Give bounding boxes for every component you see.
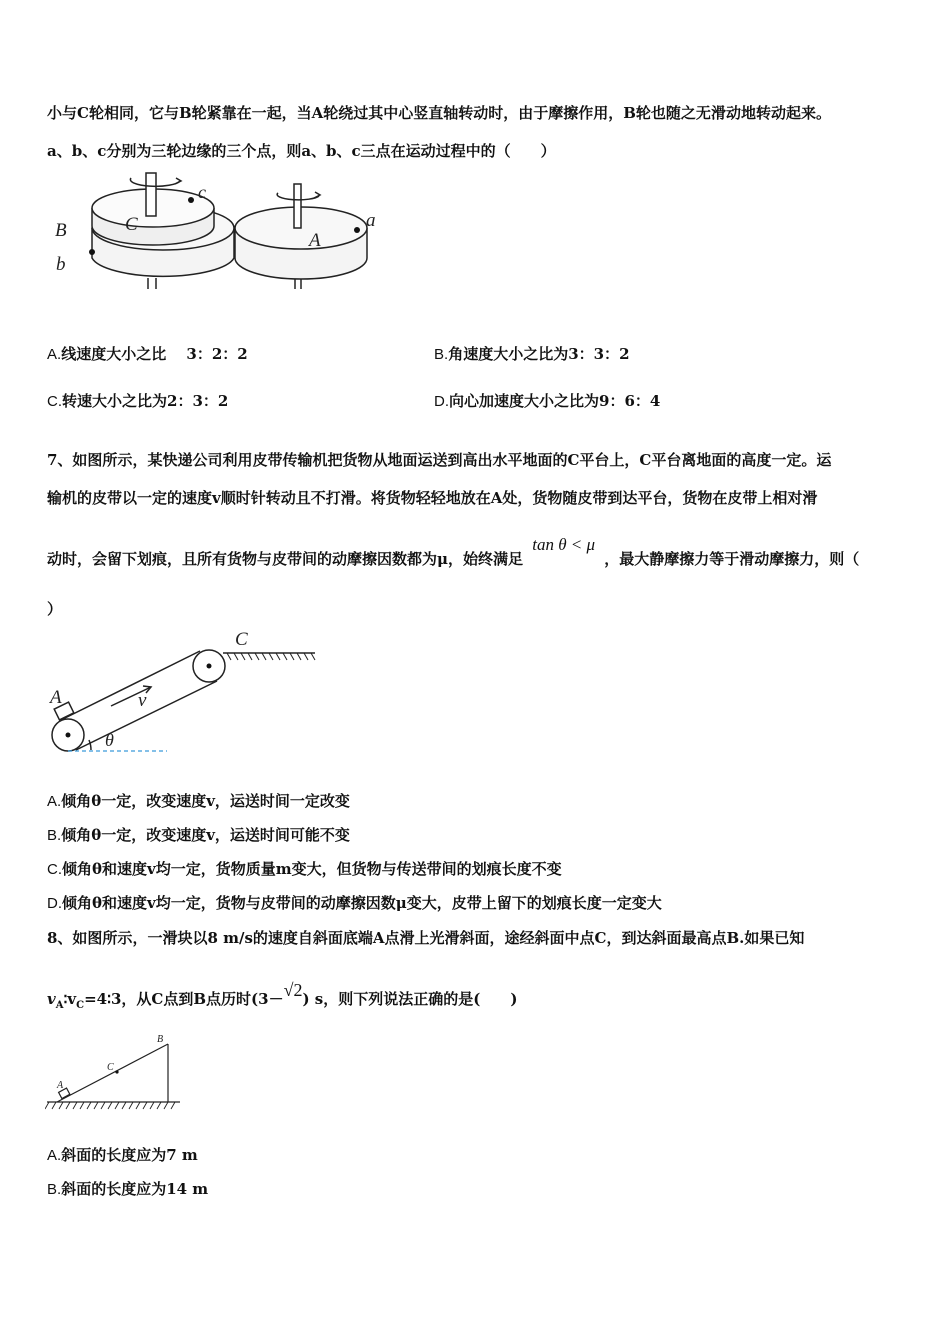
q7-option-A-prefix: A. (47, 793, 62, 810)
q6-wheels-figure (50, 168, 380, 298)
q6-option-D[interactable] (434, 390, 660, 411)
q6-stem-line2: a、b、c分别为三轮边缘的三个点，则a、b、c三点在运动过程中的（ ） (47, 142, 556, 160)
q6-option-C[interactable] (47, 390, 228, 411)
q6-stem-line1: 小与C轮相同，它与B轮紧靠在一起，当A轮绕过其中心竖直轴转动时，由于摩擦作用，B轮也随之无滑动地转动起来。 (47, 104, 831, 122)
q8-vA-sub: A (55, 1000, 64, 1011)
q7-option-B[interactable] (47, 824, 350, 845)
q6-label-B: B (55, 220, 67, 241)
q8-vC-sub: C (76, 1000, 85, 1011)
q8-option-B-prefix: B. (47, 1181, 62, 1198)
q6-option-A-text: 线速度大小之比 3：2：2 (61, 345, 248, 363)
q8-label-A: A (57, 1080, 64, 1091)
q7-stem-line3 (47, 535, 860, 569)
q7-stem-line2: 输机的皮带以一定的速度v顺时针转动且不打滑。将货物轻轻地放在A处，货物随皮带到达平台，货物在皮带上相对滑 (47, 489, 818, 507)
q8-option-B[interactable] (47, 1178, 208, 1199)
q8-stem-line2-end: ) s，则下列说法正确的是( ) (302, 990, 518, 1008)
q6-label-a: a (366, 210, 376, 231)
q7-option-B-text: 倾角θ一定，改变速度v，运送时间可能不变 (61, 826, 350, 844)
q6-option-D-text: 向心加速度大小之比为9：6：4 (449, 392, 661, 410)
q7-option-A[interactable] (47, 790, 350, 811)
q7-label-C: C (235, 629, 248, 650)
q7-formula: tan θ < μ (532, 535, 596, 554)
q8-stem-line2-mid: =4∶3，从C点到B点历时(3－ (84, 990, 284, 1008)
q6-option-C-prefix: C. (47, 393, 62, 410)
q8-option-A-text: 斜面的长度应为7 m (61, 1146, 198, 1164)
q8-vA: v (47, 990, 56, 1008)
q7-stem-line3-b: ，最大静摩擦力等于滑动摩擦力，则（ (604, 550, 860, 568)
q7-option-D-prefix: D. (47, 895, 62, 912)
q7-option-A-text: 倾角θ一定，改变速度v，运送时间一定改变 (61, 792, 350, 810)
q8-label-B: B (157, 1034, 164, 1045)
q6-option-D-prefix: D. (434, 393, 449, 410)
q7-stem-line1: 7、如图所示，某快递公司利用皮带传输机把货物从地面运送到高出水平地面的C平台上，C平台离地面的高度一定。运 (47, 451, 832, 469)
q7-label-theta: θ (105, 730, 114, 750)
q8-sqrt: √2 (283, 980, 303, 1000)
q7-stem-line3-a: 动时，会留下划痕，且所有货物与皮带间的动摩擦因数都为μ，始终满足 (47, 550, 523, 568)
q8-option-A-prefix: A. (47, 1147, 62, 1164)
q7-option-D[interactable] (47, 892, 662, 913)
q6-option-B-prefix: B. (434, 346, 449, 363)
q6-option-A[interactable] (47, 343, 248, 364)
q7-option-C-text: 倾角θ和速度v均一定，货物质量m变大，但货物与传送带间的划痕长度不变 (62, 860, 562, 878)
q6-label-c: c (198, 182, 206, 202)
q6-option-C-text: 转速大小之比为2：3：2 (62, 392, 229, 410)
q6-label-A: A (309, 230, 321, 251)
q6-option-A-prefix: A. (47, 346, 62, 363)
q7-option-C-prefix: C. (47, 861, 62, 878)
q8-option-B-text: 斜面的长度应为14 m (61, 1180, 209, 1198)
q7-stem-line4: ） (47, 600, 63, 618)
q7-conveyor-figure (45, 628, 325, 758)
q8-stem-line2 (47, 980, 518, 1011)
q6-label-b: b (56, 254, 66, 275)
q7-option-C[interactable] (47, 858, 562, 879)
q7-option-D-text: 倾角θ和速度v均一定，货物与皮带间的动摩擦因数μ变大，皮带上留下的划痕长度一定变大 (62, 894, 662, 912)
q6-option-B[interactable] (434, 343, 630, 364)
q8-ratio-sep: ∶v (63, 990, 77, 1008)
q7-label-v: v (138, 690, 147, 711)
q8-stem-line1: 8、如图所示，一滑块以8 m/s的速度自斜面底端A点滑上光滑斜面，途经斜面中点C，到达斜面最高点B.如果已知 (47, 929, 805, 947)
q6-option-B-text: 角速度大小之比为3：3：2 (448, 345, 630, 363)
q8-label-C: C (107, 1062, 114, 1073)
q8-incline-figure (45, 1030, 185, 1115)
q8-option-A[interactable] (47, 1144, 198, 1165)
q6-label-C: C (125, 214, 138, 235)
q7-label-A: A (50, 687, 62, 708)
q7-option-B-prefix: B. (47, 827, 62, 844)
